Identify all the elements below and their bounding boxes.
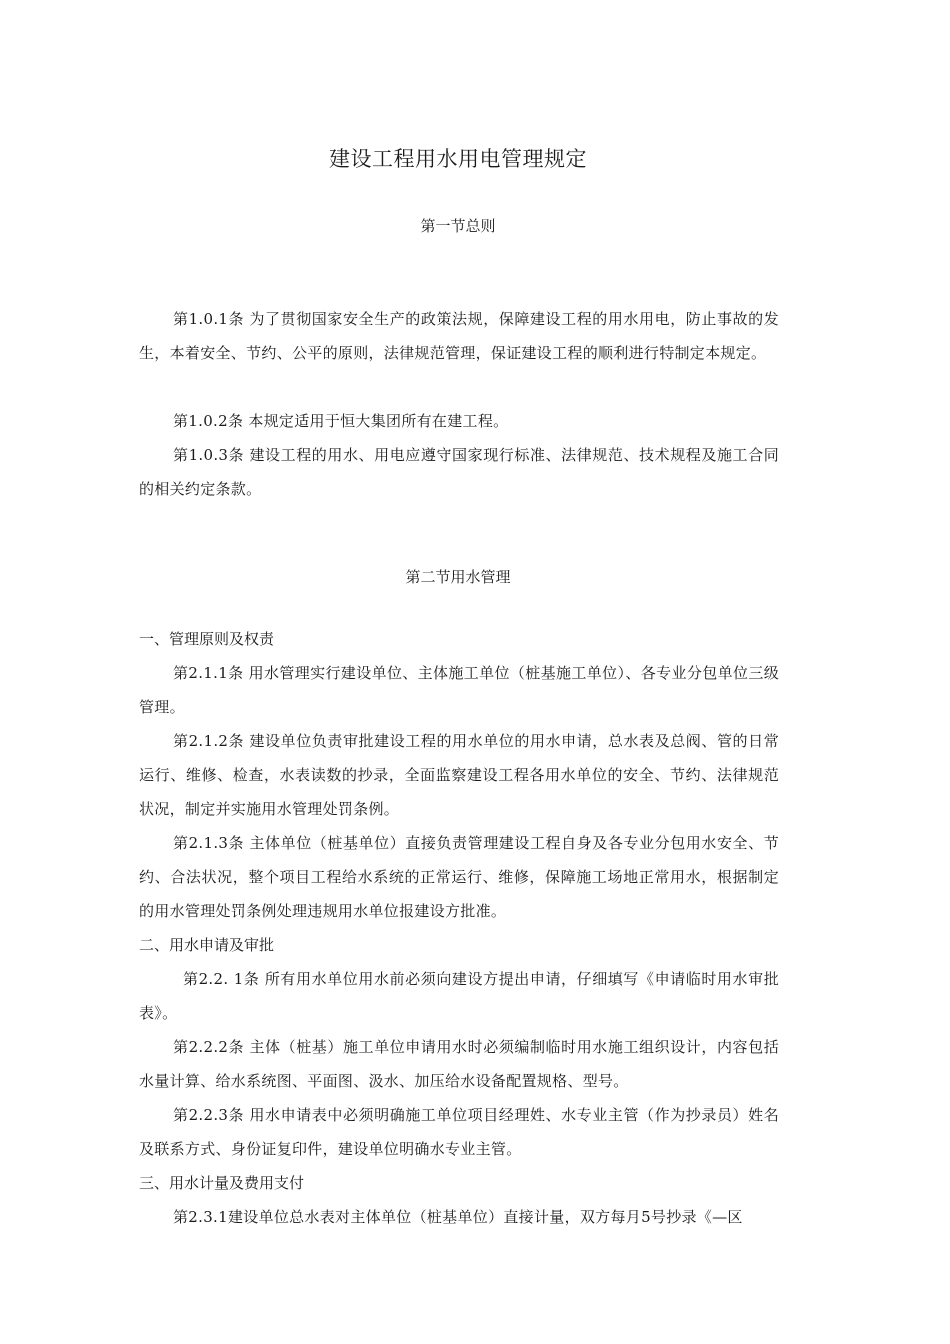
article-2-2-3: 第2.2.3条 用水申请表中必须明确施工单位项目经理姓、水专业主管（作为抄录员）姓名及联系方式、身份证复印件，建设单位明确水专业主管。 (139, 1106, 779, 1158)
article-2-1-1: 第2.1.1条 用水管理实行建设单位、主体施工单位（桩基施工单位）、各专业分包单位三级管理。 (139, 664, 779, 716)
heading-water-application: 二、用水申请及审批 (139, 936, 275, 954)
article-2-1-2: 第2.1.2条 建设单位负责审批建设工程的用水单位的用水申请，总水表及总阀、管的日常运行、维修、检查，水表读数的抄录，全面监察建设工程各用水单位的安全、节约、法律规范状况，制定并实施用水管理处罚条例。 (139, 732, 779, 818)
section-2-title: 第二节用水管理 (405, 568, 511, 586)
document-title: 建设工程用水用电管理规定 (329, 147, 587, 171)
article-2-3-1: 第2.3.1建设单位总水表对主体单位（桩基单位）直接计量，双方每月5号抄录《—区 (173, 1208, 743, 1226)
article-2-2-1: 第2.2. 1条 所有用水单位用水前必须向建设方提出申请，仔细填写《申请临时用水审批表》。 (139, 970, 779, 1022)
article-1-0-1: 第1.0.1条 为了贯彻国家安全生产的政策法规，保障建设工程的用水用电，防止事故的发生，本着安全、节约、公平的原则，法律规范管理，保证建设工程的顺利进行特制定本规定。 (139, 310, 779, 362)
article-1-0-2: 第1.0.2条 本规定适用于恒大集团所有在建工程。 (173, 412, 509, 430)
article-2-1-3: 第2.1.3条 主体单位（桩基单位）直接负责管理建设工程自身及各专业分包用水安全、节约、合法状况，整个项目工程给水系统的正常运行、维修，保障施工场地正常用水，根据制定的用水管理处罚条例处理违规用水单位报建设方批准。 (139, 834, 779, 920)
heading-management-principles: 一、管理原则及权责 (139, 630, 275, 648)
section-1-title: 第一节总则 (420, 217, 496, 235)
article-1-0-3: 第1.0.3条 建设工程的用水、用电应遵守国家现行标准、法律规范、技术规程及施工合同的相关约定条款。 (139, 446, 779, 498)
article-2-2-2: 第2.2.2条 主体（桩基）施工单位申请用水时必须编制临时用水施工组织设计，内容包括水量计算、给水系统图、平面图、汲水、加压给水设备配置规格、型号。 (139, 1038, 779, 1090)
heading-water-metering: 三、用水计量及费用支付 (139, 1174, 305, 1192)
